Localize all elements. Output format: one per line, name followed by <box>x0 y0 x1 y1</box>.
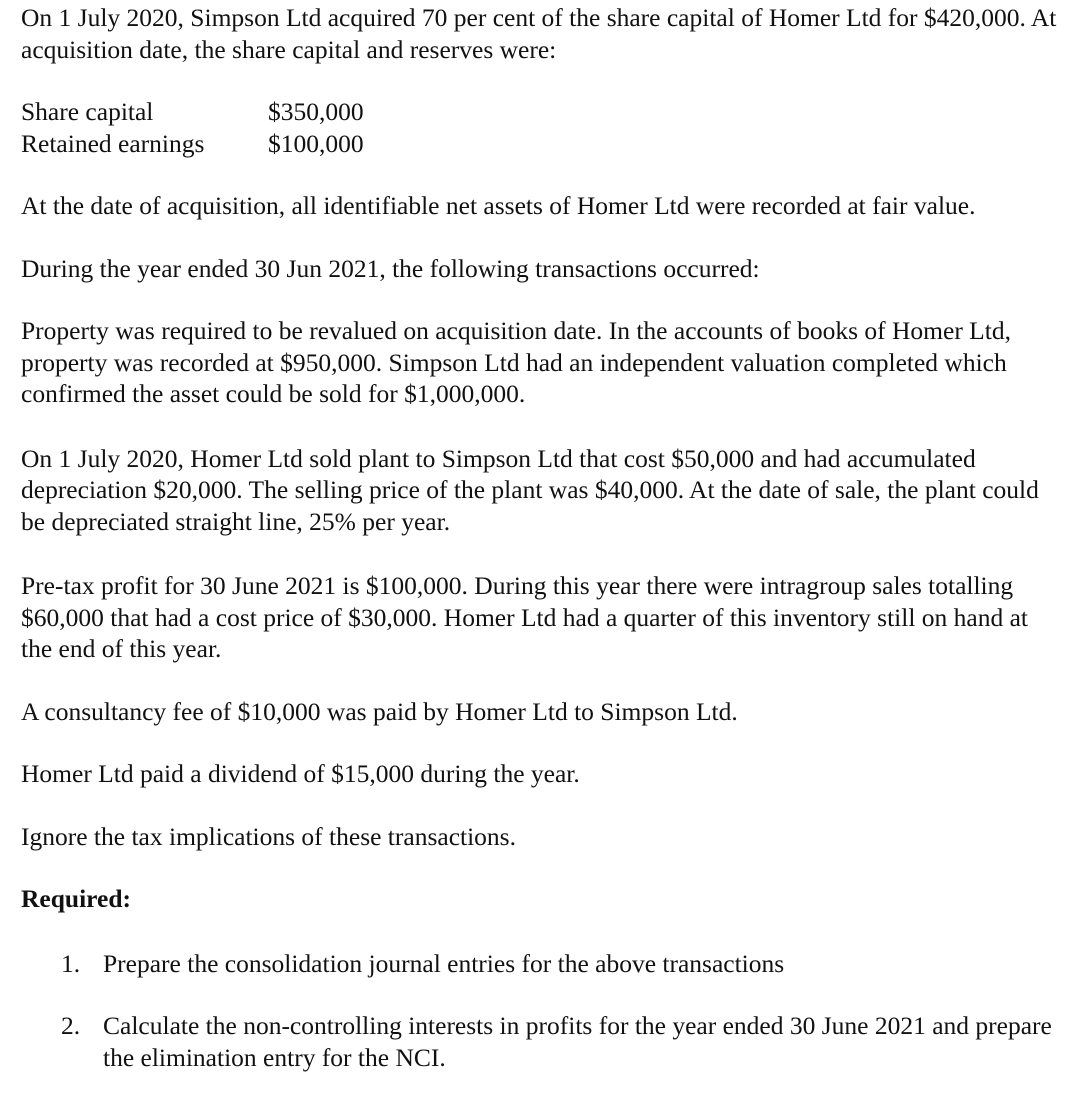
list-text: Prepare the consolidation journal entries for the above transactions <box>103 948 785 978</box>
equity-row-share-capital <box>21 96 364 128</box>
transaction-property-revaluation: Property was required to be revalued on acquisition date. In the accounts of books of Homer Ltd, property was recorded at $950,000. Simpson Ltd had an independent valuation completed which confirmed the asset could be sold for $1,000,000. <box>21 316 1011 408</box>
list-text: Calculate the non-controlling interests in profits for the year ended 30 June 2021 and prepare the elimination entry for the NCI. <box>103 1011 1052 1072</box>
fair-value-paragraph: At the date of acquisition, all identifiable net assets of Homer Ltd were recorded at fair value. <box>21 191 976 220</box>
list-item <box>21 948 1061 980</box>
list-item <box>21 1010 1061 1073</box>
list-number: 2. <box>61 1011 81 1040</box>
equity-amount: $350,000 <box>268 97 364 126</box>
equity-label: Share capital <box>21 97 154 126</box>
tax-note: Ignore the tax implications of these transactions. <box>21 821 516 851</box>
intro-paragraph: On 1 July 2020, Simpson Ltd acquired 70 per cent of the share capital of Homer Ltd for $420,000. At acquisition date, the share capital and reserves were: <box>21 3 1057 64</box>
equity-amount: $100,000 <box>268 128 364 158</box>
transactions-intro: During the year ended 30 Jun 2021, the following transactions occurred: <box>21 253 760 283</box>
transaction-dividend: Homer Ltd paid a dividend of $15,000 during the year. <box>21 759 580 788</box>
equity-table <box>21 96 364 159</box>
transaction-plant-sale: On 1 July 2020, Homer Ltd sold plant to Simpson Ltd that cost $50,000 and had accumulated depreciation $20,000. The selling price of the plant was $40,000. At the date of sale, the plant could be depreciated straight line, 25% per year. <box>21 443 1039 536</box>
list-number: 1. <box>61 948 81 978</box>
transaction-consultancy-fee: A consultancy fee of $10,000 was paid by Homer Ltd to Simpson Ltd. <box>21 696 738 726</box>
equity-label: Retained earnings <box>21 128 205 158</box>
required-heading: Required: <box>21 884 132 913</box>
equity-row-retained-earnings <box>21 128 364 160</box>
requirements-list <box>21 948 1061 1074</box>
document <box>21 2 1061 1073</box>
transaction-intragroup-sales: Pre-tax profit for 30 June 2021 is $100,000. During this year there were intragroup sales totalling $60,000 that had a cost price of $30,000. Homer Ltd had a quarter of this inventory still on hand at the end of this year. <box>21 571 1029 663</box>
